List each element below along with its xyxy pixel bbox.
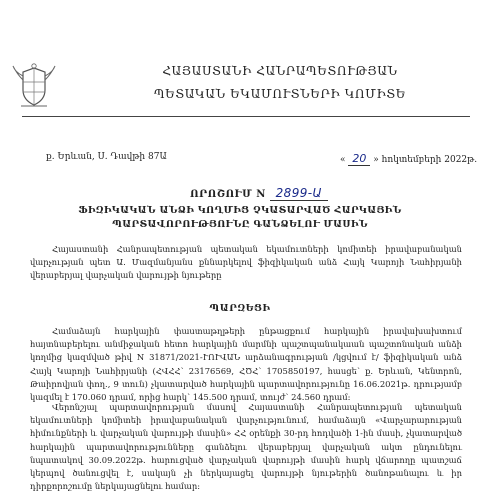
findings-paragraph-1: Համաձայն հարկային փաստաթղթերի ընթացքում հարկային իրավախախտում հայտնաբերելու անմիջական հետո հարկային մարմնի պաշտպանակաան պաշտոնական անձի կողմից կազմված թիվ N 31871/2021-ՒՈՒՎԱՆ արձանագրության /կցվում է/ ֆիզիկական անձ Հայկ Կարոյի Նահիրյանի (ՀՎՀՀ՝ 23176569, ՀԾՀ՝ 1705850197, հասցե՝ ք. Երևան, Կենտրոն, Թաիրովյան փող., 9 տուն) չկատարված հարկային պարտավորությունը 16.06.2021թ. դրությամբ կազմել է 170.060 դրամ, որից հարկ՝ 145.500 դրամ, տույժ՝ 24.560 դրամ: xyxy=(30,326,462,403)
order-number-handwritten: 2899-Ա xyxy=(270,186,328,201)
org-name-line2: ՊԵՏԱԿԱՆ ԵԿԱՄՈՒՏՆԵՐԻ ԿՈՄԻՏԵ xyxy=(153,87,407,101)
order-title-line1: ՖԻԶԻԿԱԿԱՆ ԱՆՁԻ ԿՈՂՄԻՑ ՉԿԱՏԱՐՎԱԾ ՀԱՐԿԱՅԻՆ xyxy=(78,205,402,216)
order-number-line xyxy=(190,186,328,200)
findings-paragraph-2: Վերոնշյալ պարտավորության մասով Հայաստանի Հանրապետության պետական եկամուտների կոմիտեի իրավաբանական վարչությունում, համաձայն «Վարչարարության հիմունքների և վարչական վարույթի մասին» ՀՀ օրենքի 30-րդ հոդվածի 1-ին մասի, չկատարված հարկային պարտավորությունները գանձելու վերաբերյալ վարչական ակտ ընդունելու նպատակով 30.09.2022թ. հարուցված վարչական վարույթի մասին հարկ վճարողը պատշաճ կերպով ծանուցվել է, սակայն չի ներկայացել վարույթի նյութերին ծանոթանալու և իր դիրքորոշումը ներկայացնելու համար: xyxy=(30,402,462,492)
order-label: ՈՐՈՇՈՒՄ N xyxy=(190,189,266,200)
org-name-line1: ՀԱՅԱՍՏԱՆԻ ՀԱՆՐԱՊԵՏՈՒԹՅԱՆ xyxy=(162,64,398,78)
date-open-quote: « xyxy=(340,155,346,165)
intro-paragraph: Հայաստանի Հանրապետության պետական եկամուտների կոմիտեի իրավաբանական վարչության պետ Ա. Մազմանյանս քննարկելով ֆիզիկական անձ Հայկ Կարոյի Նահիրյանի վերաբերյալ վարչական վարույթի նյութերը xyxy=(30,244,462,281)
header-divider xyxy=(22,116,470,117)
coat-of-arms-icon xyxy=(11,62,57,110)
date-month-year: » հոկտեմբերի 2022թ. xyxy=(373,155,478,165)
date-day-handwritten: 20 xyxy=(348,152,370,166)
issue-address: ք. Երևան, Ս. Դավթի 87Ա xyxy=(46,152,167,162)
order-title-line2: ՊԱՐՏԱՎՈՐՈՒԹՅՈՒՆԸ ԳԱՆՁԵԼՈՒ ՄԱՍԻՆ xyxy=(112,219,368,230)
findings-heading: ՊԱՐԶԵՑԻ xyxy=(209,303,271,314)
issue-date xyxy=(340,152,477,165)
